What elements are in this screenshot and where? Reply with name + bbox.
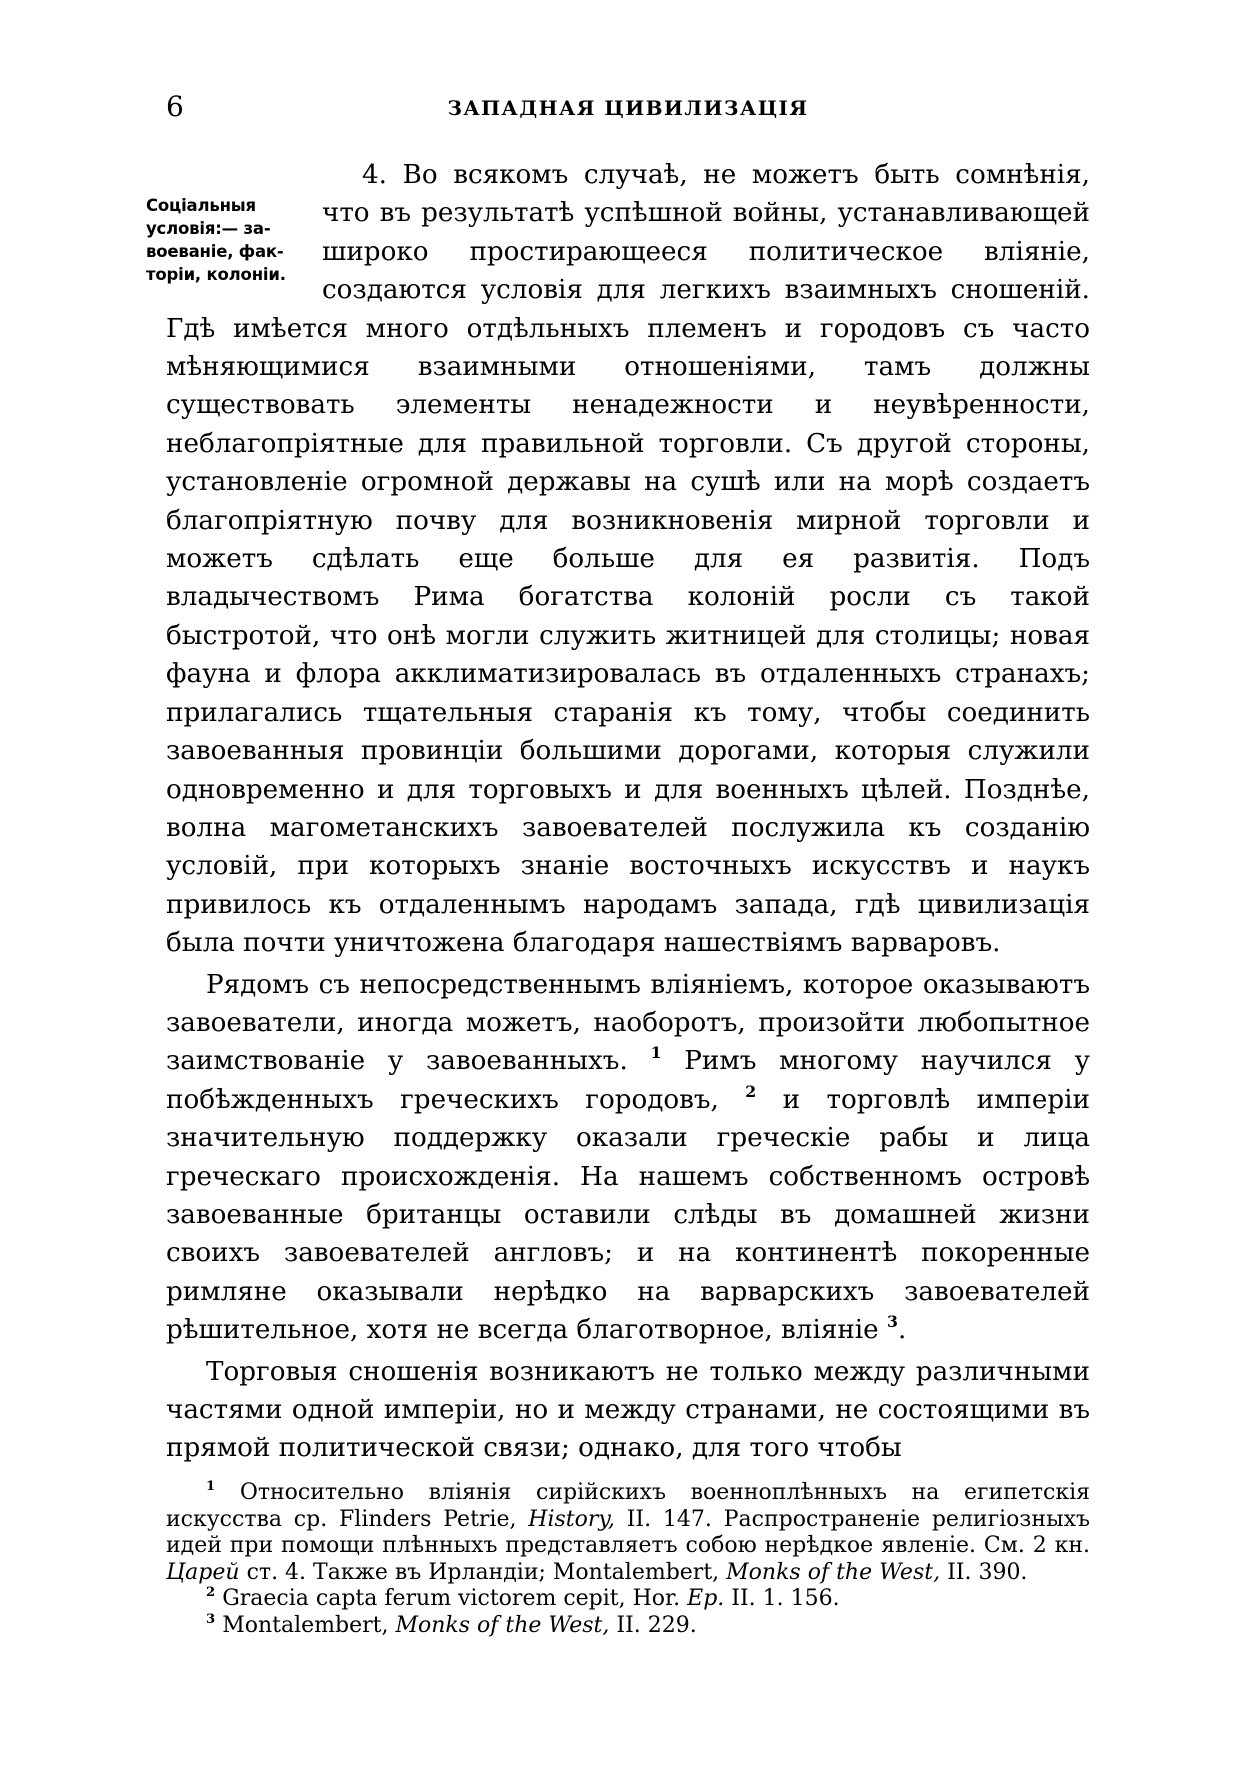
margin-note-line: торіи, колоніи. bbox=[146, 265, 286, 284]
margin-note-line: воеваніе, фак- bbox=[146, 242, 284, 261]
footnote-title: Monks of the West, bbox=[726, 1559, 941, 1585]
paragraph-2-text: Римъ многому научился у побѣжденныхъ греческихъ городовъ, bbox=[166, 1046, 1091, 1115]
footnotes bbox=[166, 1480, 1090, 1639]
footnote-mark: 1 bbox=[206, 1478, 216, 1494]
paragraph-3: Торговыя сношенія возникаютъ не только между различными частями одной имперіи, но и между странами, не состоящими въ прямой политической связи; однако, для того чтобы bbox=[166, 1356, 1090, 1464]
footnote-ref-3[interactable]: 3 bbox=[887, 1312, 898, 1332]
paragraph-2 bbox=[166, 966, 1090, 1350]
paragraph-2-text: и торговлѣ имперіи значительную поддержку оказали греческіе рабы и лица греческаго происхожденія. На нашемъ собственномъ островѣ завоеванные британцы оставили слѣды въ домашней жизни своихъ завоевателей англовъ; и на континентѣ покоренные римляне оказывали нерѣдко на варварскихъ завоевателей рѣшительное, хотя не всегда благотворное, вліяніе bbox=[166, 1084, 1090, 1346]
main-text bbox=[146, 156, 1091, 1468]
footnote-title: Царей bbox=[166, 1559, 240, 1585]
footnote-title: Monks of the West, bbox=[395, 1612, 610, 1638]
page-number: 6 bbox=[166, 90, 184, 123]
paragraph-1: 4. Во всякомъ случаѣ, не можетъ быть сомнѣнія, что въ результатѣ успѣшной войны, устанавливающей широко простирающееся политическое вліяніе, создаются условія для легкихъ взаимныхъ сношеній. Гдѣ имѣется много отдѣльныхъ племенъ и городовъ съ часто мѣняющимися взаимными отношеніями, тамъ должны существовать элементы ненадежности и неувѣренности, неблагопріятные для правильной торговли. Съ другой стороны, установленіе огромной державы на сушѣ или на морѣ создаетъ благопріятную почву для возникновенія мирной торговли и можетъ сдѣлать еще больше для ея развитія. Подъ владычествомъ Рима богатства колоній росли съ такой быстротой, что онѣ могли служить житницей для столицы; новая фауна и флора акклиматизировалась въ отдаленныхъ странахъ; прилагались тщательныя старанія къ тому, чтобы соединить завоеванныя провинціи большими дорогами, которыя служили одновременно и для торговыхъ и для военныхъ цѣлей. Позднѣе, волна магометанскихъ завоевателей послужила къ созданію условій, при которыхъ знаніе восточныхъ искусствъ и наукъ привилось къ отдаленнымъ народамъ запада, гдѣ цивилизація была почти уничтожена благодаря нашествіямъ варваровъ. bbox=[166, 160, 1090, 959]
paragraph-2-text: Рядомъ съ непосредственнымъ вліяніемъ, которое оказываютъ завоеватели, иногда можетъ, наоборотъ, произойти любопытное заимствованіе у завоеванныхъ. bbox=[166, 969, 1090, 1077]
footnote-text: II. 390. bbox=[947, 1559, 1028, 1585]
footnote-text: ст. 4. Также въ Ирландіи; Montalembert, bbox=[246, 1559, 720, 1585]
footnote-text: Montalembert, bbox=[222, 1612, 389, 1638]
page-header bbox=[166, 90, 1090, 130]
footnote-text: II. 147. Распространеніе религіозныхъ идей при помощи плѣнныхъ представляетъ собою нерѣдкое явленіе. См. 2 кн. bbox=[166, 1506, 1090, 1558]
footnote-ref-1[interactable]: 1 bbox=[650, 1043, 662, 1063]
margin-note-line: условія:— за- bbox=[146, 219, 271, 238]
running-title: ЗАПАДНАЯ ЦИВИЛИЗАЦІЯ bbox=[447, 96, 809, 120]
footnote-1 bbox=[166, 1480, 1090, 1586]
margin-note-line: Соціальныя bbox=[146, 196, 256, 215]
footnote-text: Относительно вліянія сирійскихъ военноплѣнныхъ на египетскія искусства ср. Flinders Petrie, bbox=[166, 1480, 1090, 1532]
footnote-mark: 3 bbox=[206, 1611, 216, 1627]
footnote-2 bbox=[166, 1586, 1090, 1613]
footnote-text: II. 1. 156. bbox=[731, 1586, 840, 1611]
footnote-mark: 2 bbox=[206, 1584, 216, 1600]
footnote-ref-2[interactable]: 2 bbox=[745, 1081, 757, 1101]
footnote-title: Ep. bbox=[687, 1586, 725, 1611]
footnote-3 bbox=[166, 1613, 1090, 1640]
footnote-text: II. 229. bbox=[616, 1612, 697, 1638]
footnote-text: Graecia capta ferum victorem cepit, Hor. bbox=[222, 1586, 681, 1611]
footnote-title: History, bbox=[528, 1506, 615, 1532]
margin-note bbox=[146, 194, 298, 286]
paragraph-2-end: . bbox=[897, 1315, 907, 1346]
